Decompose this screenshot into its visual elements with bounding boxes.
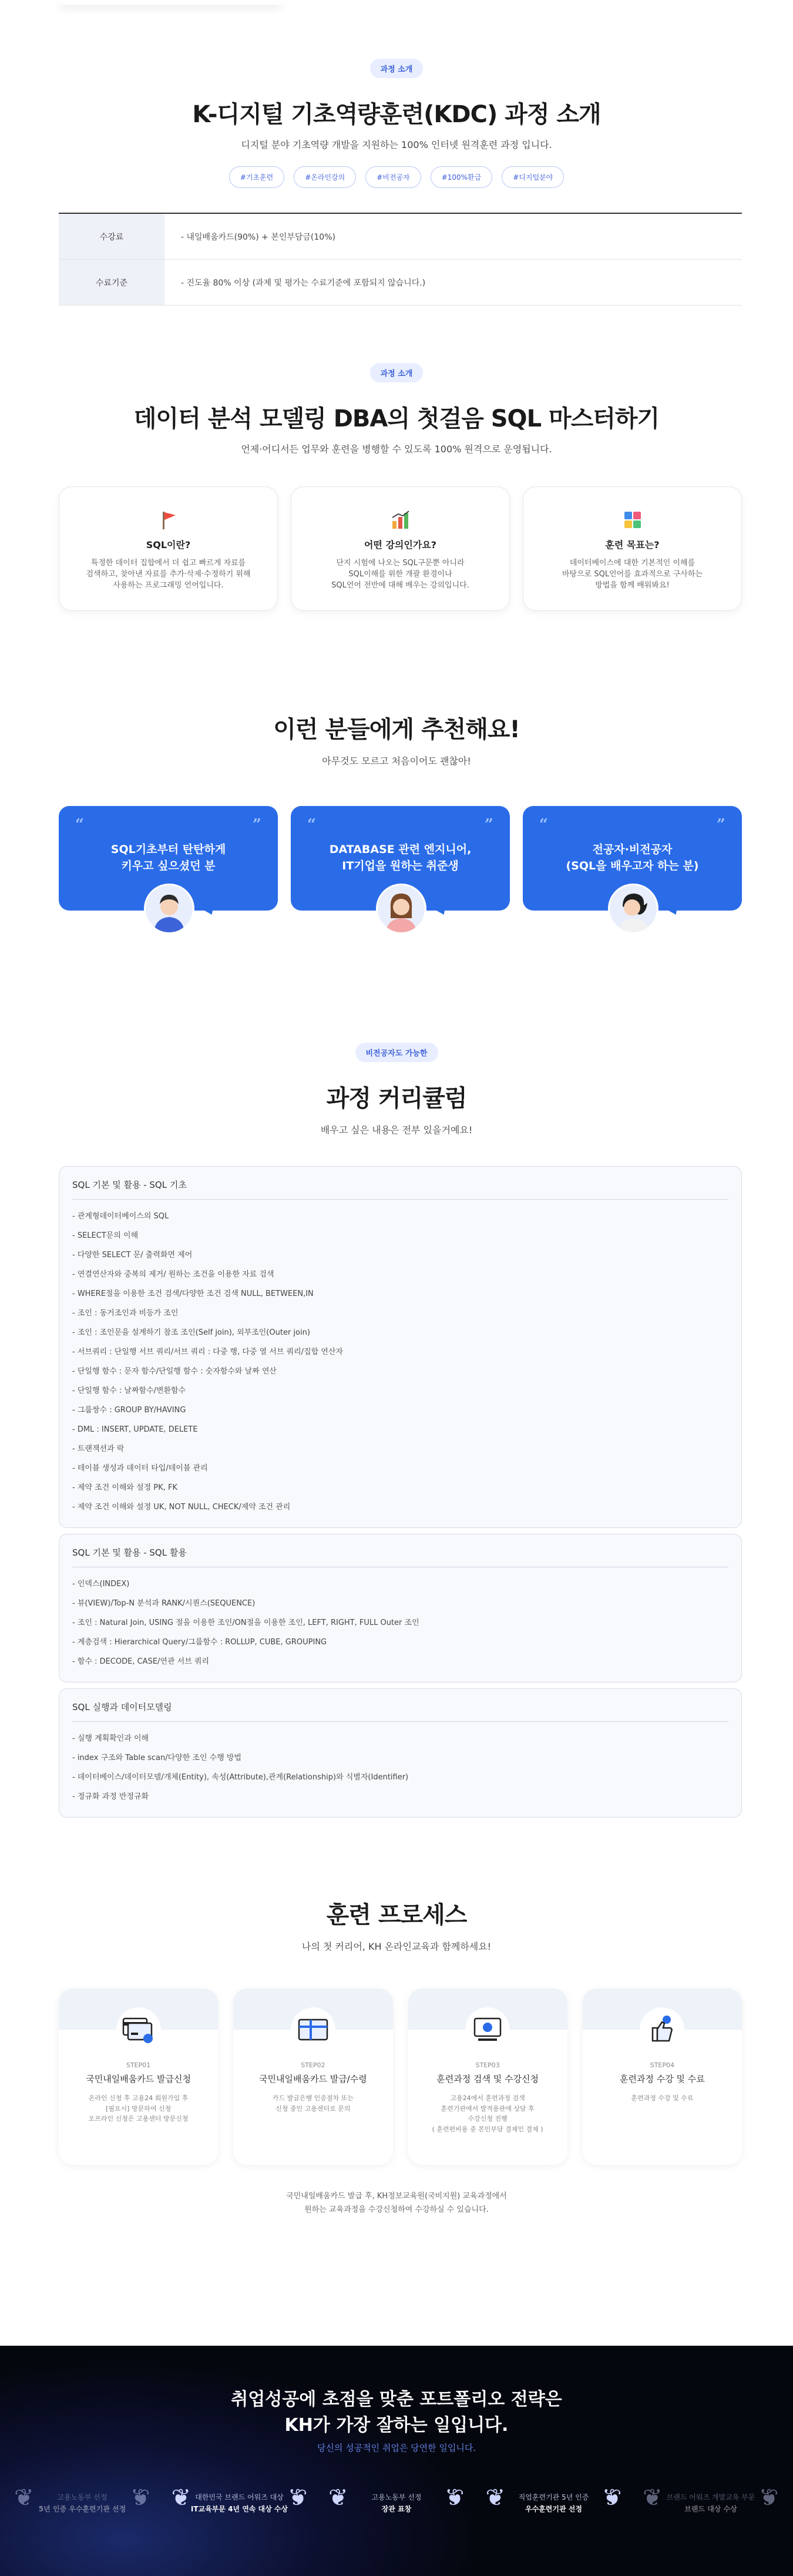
list-item: - WHERE절을 이용한 조건 검색/다양한 조건 검색 NULL, BETWEEN,IN xyxy=(72,1289,314,1298)
list-item: - 조인 : 동거조인과 비등가 조인 xyxy=(72,1309,179,1318)
award-item xyxy=(326,2480,467,2527)
recommend-item xyxy=(291,806,510,944)
module-title: SQL 실행과 데이터모델링 xyxy=(72,1701,728,1722)
laurel-icon: ❦ xyxy=(130,2484,150,2511)
info-card xyxy=(59,486,278,611)
list-item: - 조인 : 조인문을 설계하기 참조 조인(Self join), 외부조인(Outer join) xyxy=(72,1328,310,1337)
course-title: 데이터 분석 모델링 DBA의 첫걸음 SQL 마스터하기 xyxy=(133,405,660,432)
laurel-icon: ❦ xyxy=(14,2484,34,2511)
step-title: 훈련과정 수강 및 수료 xyxy=(620,2074,705,2084)
process-subtitle: 나의 첫 커리어, KH 온라인교육과 함께하세요! xyxy=(301,1941,492,1952)
list-item: - 실행 계획확인과 이해 xyxy=(72,1734,149,1743)
footer-title: 취업성공에 초점을 맞춘 포트폴리오 전략은 KH가 가장 잘하는 일입니다. xyxy=(231,2389,562,2436)
recommend-bubbles xyxy=(59,806,742,944)
process-step xyxy=(59,1989,218,2165)
laurel-icon: ❦ xyxy=(171,2484,191,2511)
list-item: - 관계형데이터베이스의 SQL xyxy=(72,1212,169,1221)
curriculum-title: 과정 커리큘럼 xyxy=(326,1085,467,1112)
curriculum-pill: 비전공자도 가능한 xyxy=(355,1043,438,1062)
laurel-icon: ❦ xyxy=(445,2484,465,2511)
tag-item[interactable]: #기초훈련 xyxy=(229,166,284,188)
list-item: - 뷰(VIEW)/Top-N 분석과 RANK/시퀀스(SEQUENCE) xyxy=(72,1599,256,1608)
list-item: - 서브쿼리 : 단일행 서브 쿼리/서브 쿼리 : 다중 행, 다중 열 서브 쿼리/집합 연산자 xyxy=(72,1348,343,1356)
awards-row xyxy=(12,2480,781,2527)
intro-title: K-디지털 기초역량훈련(KDC) 과정 소개 xyxy=(192,101,601,128)
module-title: SQL 기본 및 활용 - SQL 활용 xyxy=(72,1546,728,1567)
list-item: - 정규화 과정 반정규화 xyxy=(72,1792,149,1801)
step-description: 온라인 신청 후 고용24 회원가입 후 [필요시] 방문하여 신청 오프라인 신청은 고용센터 방문신청 xyxy=(88,2094,189,2123)
bar-chart-icon xyxy=(390,509,411,530)
computer-icon xyxy=(465,2007,510,2052)
avatar xyxy=(608,884,658,934)
step-title: 국민내일배움카드 발급/수령 xyxy=(259,2074,367,2084)
footer-subtitle: 당신의 성공적인 취업은 당연한 일입니다. xyxy=(317,2443,476,2453)
info-table xyxy=(59,213,742,305)
list-item: - 인덱스(INDEX) xyxy=(72,1580,130,1588)
list-item: - 테이블 생성과 데이터 타입/테이블 관리 xyxy=(72,1464,208,1473)
intro-pill: 과정 소개 xyxy=(370,59,424,78)
recommend-title: 이런 분들에게 추천해요! xyxy=(273,716,520,743)
award-line2: 브랜드 대상 수상 xyxy=(684,2505,737,2513)
list-item: - 트랜잭션과 락 xyxy=(72,1445,125,1453)
list-item: - 데이터베이스/데이터모델/개체(Entity), 속성(Attribute),관계(Relationship)와 식별자(Identifier) xyxy=(72,1773,409,1782)
process-step xyxy=(408,1989,567,2165)
card-title: 어떤 강의인가요? xyxy=(364,539,437,550)
table-header-cell: 수강료 xyxy=(59,214,164,259)
curriculum-module xyxy=(59,1166,742,1528)
bubble-text: DATABASE 관련 엔지니어, IT기업을 원하는 취준생 xyxy=(329,843,472,872)
intro-section xyxy=(0,59,793,188)
recommend-section xyxy=(0,711,793,767)
curriculum-module xyxy=(59,1688,742,1818)
module-title: SQL 기본 및 활용 - SQL 기초 xyxy=(72,1178,728,1200)
intro-tags xyxy=(0,166,793,188)
list-item: - 다양한 SELECT 문/ 출력화면 제어 xyxy=(72,1251,193,1260)
info-card xyxy=(523,486,742,611)
card-title: SQL이란? xyxy=(146,539,191,550)
curriculum-module xyxy=(59,1534,742,1682)
list-item: - 그룹쌍수 : GROUP BY/HAVING xyxy=(72,1406,186,1415)
list-item: - index 구조와 Table scan/다양한 조인 수행 방법 xyxy=(72,1754,242,1762)
avatar xyxy=(144,884,194,934)
laurel-icon: ❦ xyxy=(485,2484,506,2511)
award-line2: IT교육부문 4년 연속 대상 수상 xyxy=(190,2505,288,2513)
table-row xyxy=(59,214,742,260)
quote-open-icon: “ xyxy=(539,816,548,834)
list-item: - DML : INSERT, UPDATE, DELETE xyxy=(72,1425,198,1434)
laurel-icon: ❦ xyxy=(759,2484,779,2511)
footer-banner xyxy=(0,2346,793,2576)
card-description: 데이터베이스에 대한 기본적인 이해를 바탕으로 SQL언어를 효과적으로 구사하는 방법을 함께 배워봐요! xyxy=(562,559,703,590)
course-pill: 과정 소개 xyxy=(370,363,424,382)
process-title: 훈련 프로세스 xyxy=(326,1902,467,1929)
list-item: - 함수 : DECODE, CASE/연관 서브 쿼리 xyxy=(72,1657,210,1666)
avatar xyxy=(376,884,426,934)
flag-icon xyxy=(158,509,179,530)
tag-item[interactable]: #비전공자 xyxy=(365,166,421,188)
laurel-icon: ❦ xyxy=(328,2484,348,2511)
quote-open-icon: “ xyxy=(307,816,316,834)
card-description: 단지 시험에 나오는 SQL구문뿐 아니라 SQL이해를 위한 개괄 환경이나 SQL언어 전반에 대해 배우는 강의입니다. xyxy=(331,559,469,590)
award-line1: 고용노동부 선정 xyxy=(371,2493,422,2501)
list-item: - 단일행 함수 : 문자 함수/단일행 함수 : 숫자함수와 날짜 연산 xyxy=(72,1367,277,1376)
award-line1: 직업훈련기관 5년 인증 xyxy=(518,2493,589,2501)
curriculum-subtitle: 배우고 싶은 내용은 전부 있을거예요! xyxy=(320,1124,473,1136)
puzzle-icon xyxy=(622,509,643,530)
card-title: 훈련 목표는? xyxy=(605,539,660,550)
award-item xyxy=(640,2480,781,2527)
process-note: 국민내일배움카드 발급 후, KH정보교육원(국비지원) 교육과정에서 원하는 교육과정을 수강신청하여 수강하실 수 있습니다. xyxy=(286,2192,507,2215)
table-cell: - 진도율 80% 이상 (과제 및 평가는 수료기준에 포함되지 않습니다.) xyxy=(181,278,426,288)
list-item: - 단일행 함수 : 날짜함수/변환함수 xyxy=(72,1386,186,1395)
award-line2: 5년 인증 우수훈련기관 선정 xyxy=(38,2505,126,2513)
award-item xyxy=(169,2480,310,2527)
award-line1: 브랜드 어워즈 개발교육 부문 xyxy=(666,2493,755,2501)
course-section xyxy=(0,363,793,455)
list-item: - 제약 조건 이해와 설정 UK, NOT NULL, CHECK/제약 조건 관리 xyxy=(72,1503,291,1512)
step-title: 국민내일배움카드 발급신청 xyxy=(86,2074,191,2084)
table-cell: - 내일배움카드(90%) + 본인부담금(10%) xyxy=(181,232,335,242)
recommend-item xyxy=(59,806,278,944)
process-step xyxy=(583,1989,742,2165)
curriculum-list xyxy=(59,1166,742,1823)
bubble-text: SQL기초부터 탄탄하게 키우고 싶으셨던 분 xyxy=(110,843,226,872)
list-item: - 계층검색 : Hierarchical Query/그룹함수 : ROLLUP, CUBE, GROUPING xyxy=(72,1638,327,1647)
process-section xyxy=(0,1896,793,1953)
award-line2: 우수훈련기관 선정 xyxy=(525,2505,582,2513)
award-line1: 대한민국 브랜드 어워즈 대상 xyxy=(195,2493,284,2501)
curriculum-section xyxy=(0,1043,793,1136)
list-item: - 연결연산자와 중복의 제거/ 원하는 조건을 이용한 자료 검색 xyxy=(72,1270,274,1279)
table-header-cell: 수료기준 xyxy=(59,260,164,305)
top-card-shadow xyxy=(59,0,282,5)
award-line2: 장관 표창 xyxy=(381,2505,412,2513)
quote-close-icon: ” xyxy=(717,816,725,834)
laurel-icon: ❦ xyxy=(643,2484,663,2511)
process-step xyxy=(233,1989,392,2165)
gift-card-icon xyxy=(291,2007,335,2052)
course-cards xyxy=(59,486,742,611)
step-title: 훈련과정 검색 및 수강신청 xyxy=(436,2074,539,2084)
step-description: 카드 발급은행 인증절차 또는 신청 중인 고용센터로 문의 xyxy=(272,2094,354,2112)
table-row xyxy=(59,260,742,305)
step-number: STEP02 xyxy=(301,2061,325,2069)
award-item xyxy=(12,2480,153,2527)
list-item: - SELECT문의 이해 xyxy=(72,1231,139,1240)
process-steps xyxy=(59,1989,742,2165)
laurel-icon: ❦ xyxy=(602,2484,622,2511)
course-subtitle: 언제·어디서든 업무와 훈련을 병행할 수 있도록 100% 원격으로 운영됩니다. xyxy=(241,444,552,455)
bubble-text: 전공자·비전공자 (SQL을 배우고자 하는 분) xyxy=(566,843,699,872)
step-number: STEP03 xyxy=(475,2061,500,2069)
step-number: STEP04 xyxy=(650,2061,675,2069)
card-icon xyxy=(116,2007,161,2052)
laurel-icon: ❦ xyxy=(287,2484,308,2511)
card-description: 특정한 데이터 집합에서 더 쉽고 빠르게 자료를 검색하고, 찾아낸 자료를 추가·삭제·수정하기 위해 사용하는 프로그래밍 언어입니다. xyxy=(86,559,251,590)
tag-item[interactable]: #100%환급 xyxy=(431,166,493,188)
quote-close-icon: ” xyxy=(253,816,261,834)
recommend-subtitle: 아무것도 모르고 처음이어도 괜찮아! xyxy=(322,755,471,767)
list-item: - 조인 : Natural Join, USING 절을 이용한 조인/ON절을 이용한 조인, LEFT, RIGHT, FULL Outer 조인 xyxy=(72,1618,419,1627)
quote-open-icon: “ xyxy=(75,816,84,834)
step-number: STEP01 xyxy=(126,2061,151,2069)
intro-subtitle: 디지털 분야 기초역량 개발을 지원하는 100% 인터넷 원격훈련 과정 입니다. xyxy=(241,139,552,150)
info-card xyxy=(291,486,510,611)
tag-item[interactable]: #디지털분야 xyxy=(502,166,564,188)
list-item: - 제약 조건 이해와 설정 PK, FK xyxy=(72,1483,178,1492)
award-item xyxy=(483,2480,624,2527)
award-line1: 고용노동부 선정 xyxy=(57,2493,107,2501)
recommend-item xyxy=(523,806,742,944)
step-description: 고용24에서 훈련과정 검색 훈련기관에서 발적용관에 상담 후 수강신청 진행 ( 훈련편비용 중 본인부담 결제인 결제 ) xyxy=(432,2094,543,2133)
step-description: 훈련과정 수강 및 수료 xyxy=(631,2094,694,2102)
process-note-section xyxy=(0,2189,793,2217)
thumbs-up-icon xyxy=(640,2007,684,2052)
quote-close-icon: ” xyxy=(485,816,493,834)
tag-item[interactable]: #온라인강의 xyxy=(294,166,356,188)
